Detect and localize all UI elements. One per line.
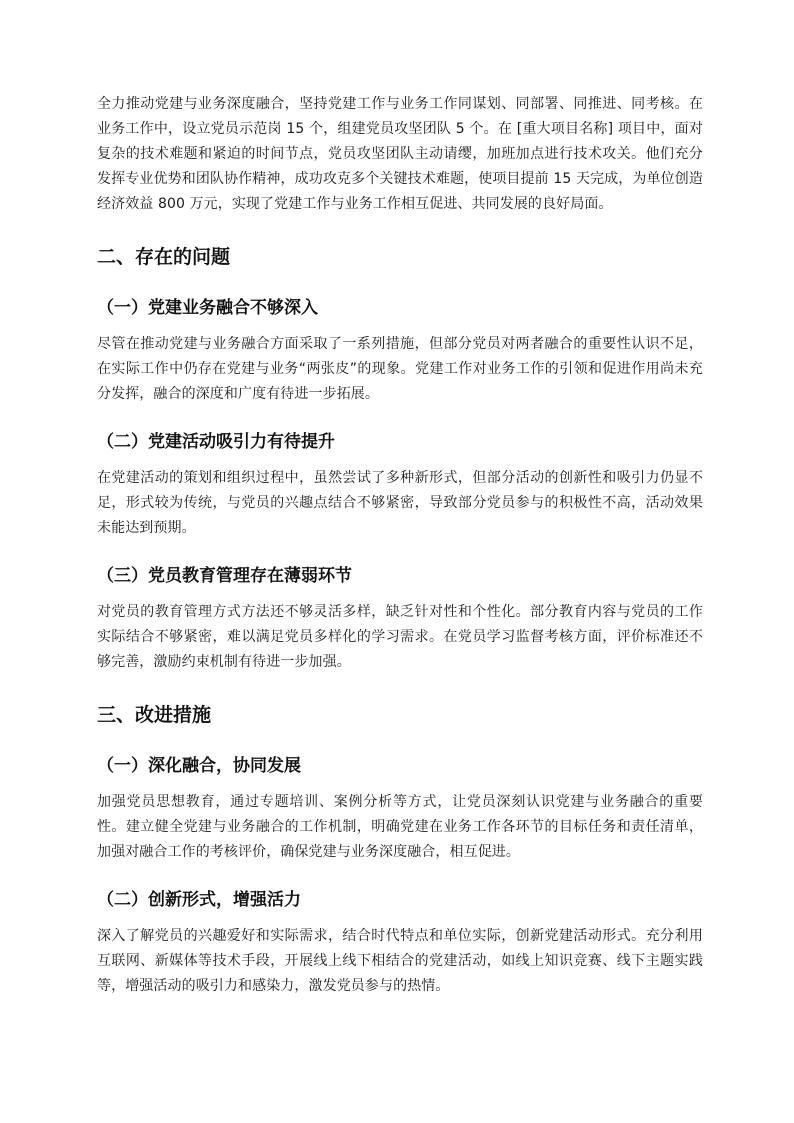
intro-paragraph: 全力推动党建与业务深度融合，坚持党建工作与业务工作同谋划、同部署、同推进、同考核。在业务工作中，设立党员示范岗 15 个，组建党员攻坚团队 5 个。在 [重大项目名称] 项目中，面对复杂的技术难题和紧迫的时间节点，党员攻坚团队主动请缨，加班加点进行技术攻关。他们充分发挥专业优势和团队协作精神，成功攻克多个关键技术难题，使项目提前 15 天完成，为单位创造经济效益 800 万元，实现了党建工作与业务工作相互促进、共同发展的良好局面。 [97, 96, 703, 212]
subsection-paragraph-deepen-integration: 加强党员思想教育，通过专题培训、案例分析等方式，让党员深刻认识党建与业务融合的重要性。建立健全党建与业务融合的工作机制，明确党建在业务工作各环节的目标任务和责任清单，加强对融合工作的考核评价，确保党建与业务深度融合，相互促进。 [97, 794, 703, 860]
subsection-heading-integration-shallow: （一）党建业务融合不够深入 [97, 298, 318, 318]
subsection-heading-activity-appeal: （二）党建活动吸引力有待提升 [97, 432, 335, 452]
section-heading-improvements: 三、改进措施 [97, 704, 212, 726]
subsection-heading-education-weakness: （三）党员教育管理存在薄弱环节 [97, 566, 352, 586]
subsection-paragraph-innovate-forms: 深入了解党员的兴趣爱好和实际需求，结合时代特点和单位实际，创新党建活动形式。充分利用互联网、新媒体等技术手段，开展线上线下相结合的党建活动，如线上知识竞赛、线下主题实践等，增强活动的吸引力和感染力，激发党员参与的热情。 [97, 928, 703, 994]
subsection-heading-innovate-forms: （二）创新形式，增强活力 [97, 890, 301, 910]
subsection-paragraph-activity-appeal: 在党建活动的策划和组织过程中，虽然尝试了多种新形式，但部分活动的创新性和吸引力仍显不足，形式较为传统，与党员的兴趣点结合不够紧密，导致部分党员参与的积极性不高，活动效果未能达到预期。 [97, 470, 703, 536]
subsection-paragraph-education-weakness: 对党员的教育管理方式方法还不够灵活多样，缺乏针对性和个性化。部分教育内容与党员的工作实际结合不够紧密，难以满足党员多样化的学习需求。在党员学习监督考核方面，评价标准还不够完善，激励约束机制有待进一步加强。 [97, 604, 703, 670]
subsection-paragraph-integration-shallow: 尽管在推动党建与业务融合方面采取了一系列措施，但部分党员对两者融合的重要性认识不足，在实际工作中仍存在党建与业务“两张皮”的现象。党建工作对业务工作的引领和促进作用尚未充分发挥，融合的深度和广度有待进一步拓展。 [97, 336, 703, 402]
section-heading-problems: 二、存在的问题 [97, 246, 231, 268]
document-page [97, 92, 703, 999]
subsection-heading-deepen-integration: （一）深化融合，协同发展 [97, 756, 301, 776]
